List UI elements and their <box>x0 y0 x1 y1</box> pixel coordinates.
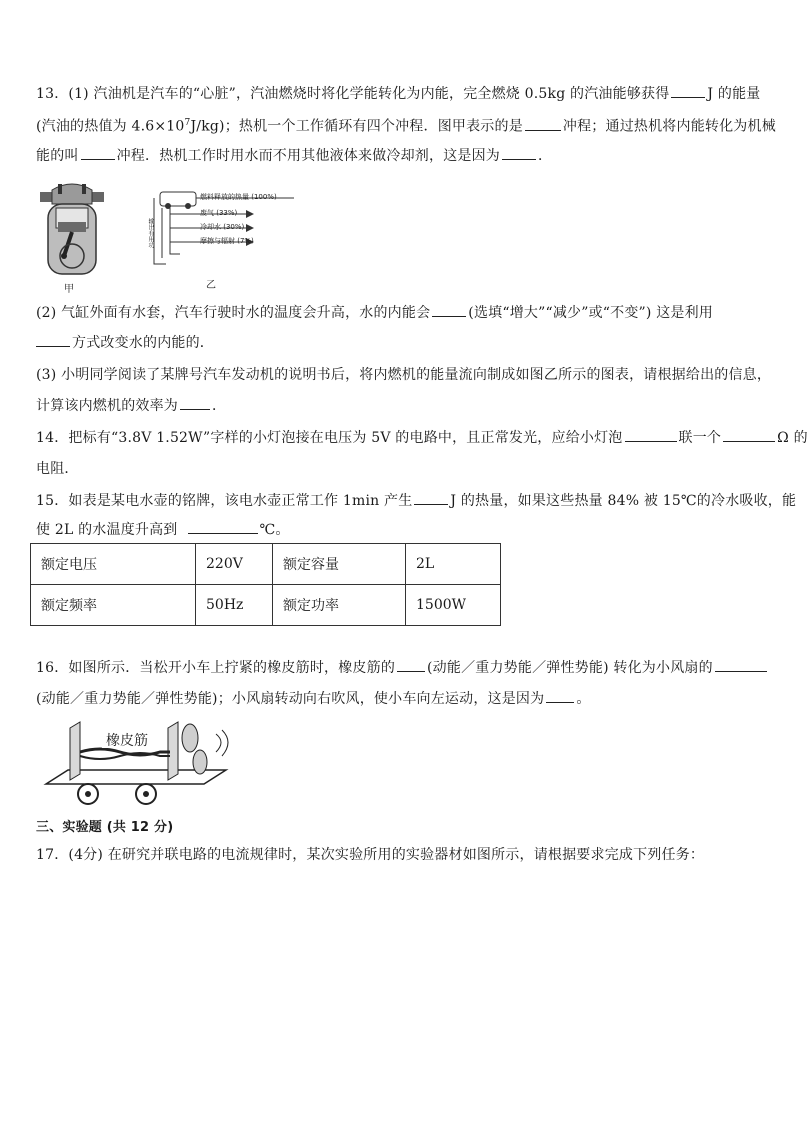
q13-text: (3) 小明同学阅读了某牌号汽车发动机的说明书后，将内燃机的能量流向制成如图乙所示的图表，请根据给出的信息， <box>36 367 772 383</box>
q13-part3-line-1 <box>36 365 771 385</box>
table-cell: 50Hz <box>196 585 273 626</box>
q13-part3-line-2 <box>36 395 226 416</box>
energy-item-friction: 摩擦与辐射 (7%) <box>200 237 254 245</box>
answer-blank[interactable] <box>180 395 210 410</box>
answer-blank[interactable] <box>188 519 258 534</box>
rubber-band-label: 橡皮筋 <box>106 733 148 749</box>
kettle-nameplate-table <box>30 543 501 626</box>
q16-text: 。 <box>576 691 591 707</box>
energy-flow-figure <box>146 188 296 291</box>
answer-blank[interactable] <box>723 427 775 442</box>
engine-cylinder-figure <box>34 182 110 295</box>
answer-blank[interactable] <box>414 490 448 505</box>
q13-text: (2) 气缸外面有水套，汽车行驶时水的温度会升高，水的内能会 <box>36 305 431 321</box>
q17-line-1 <box>36 845 704 865</box>
table-cell: 额定频率 <box>31 585 196 626</box>
q13-text: ． <box>538 148 553 164</box>
useful-work-label: 输出有用功 <box>147 218 154 248</box>
table-cell: 额定功率 <box>273 585 406 626</box>
answer-blank[interactable] <box>625 427 677 442</box>
q13-text: J/kg)；热机一个工作循环有四个冲程．图甲表示的是 <box>190 118 523 135</box>
q15-text: ℃。 <box>259 522 290 538</box>
q14-text: 联一个 <box>678 430 722 446</box>
q13-text: 计算该内燃机的效率为 <box>36 398 178 414</box>
q13-text: J 的能量 <box>707 86 761 102</box>
energy-item-cooling: 冷却水 (30%) <box>200 223 245 231</box>
answer-blank[interactable] <box>715 657 767 672</box>
q16-text: 16．如图所示．当松开小车上拧紧的橡皮筋时，橡皮筋的 <box>36 660 396 676</box>
answer-blank[interactable] <box>525 116 561 131</box>
q14-text: 14．把标有“3.8V 1.52W”字样的小灯泡接在电压为 5V 的电路中，且正常发光，应给小灯泡 <box>36 430 623 446</box>
table-cell: 2L <box>406 544 501 585</box>
answer-blank[interactable] <box>671 83 705 98</box>
table-row <box>31 585 501 626</box>
exponent: 7 <box>184 118 191 128</box>
rubber-band-car-figure <box>40 718 240 810</box>
section-heading: 三、实验题 (共 12 分) <box>36 820 174 835</box>
q13-text: 方式改变水的内能的． <box>72 335 214 351</box>
q14-text: 电阻． <box>36 461 79 477</box>
q13-text: 冲程．热机工作时用水而不用其他液体来做冷却剂，这是因为 <box>116 148 501 164</box>
q13-text: 冲程；通过热机将内能转化为机械 <box>562 118 776 135</box>
q16-text: (动能／重力势能／弹性势能) 转化为小风扇的 <box>427 660 713 676</box>
q16-text: (动能／重力势能／弹性势能)；小风扇转动向右吹风，使小车向左运动，这是因为 <box>36 691 545 707</box>
q17-text: 17．(4分) 在研究并联电路的电流规律时，某次实验所用的实验器材如图所示，请根据要求完成下列任务： <box>36 847 705 863</box>
table-row <box>31 544 501 585</box>
q13-line-1 <box>36 83 760 104</box>
q13-text: 能的叫 <box>36 148 79 164</box>
figure-a-label: 甲 <box>64 284 74 295</box>
table-cell: 1500W <box>406 585 501 626</box>
q14-text: Ω 的 <box>777 430 808 446</box>
answer-blank[interactable] <box>36 332 70 347</box>
q16-line-1 <box>36 657 769 678</box>
q13-text: ． <box>212 398 227 414</box>
q13-text: (汽油的热值为 4.6×10 <box>36 118 185 135</box>
answer-blank[interactable] <box>81 145 115 160</box>
q13-text: 13．(1) 汽油机是汽车的“心脏”，汽油燃烧时将化学能转化为内能，完全燃烧 0.5kg 的汽油能够获得 <box>36 86 670 102</box>
q13-line-3 <box>36 145 552 166</box>
table-cell: 额定电压 <box>31 544 196 585</box>
q13-part2-line-2 <box>36 332 214 353</box>
q13-line-2 <box>36 113 776 137</box>
q14-line-2 <box>36 459 79 479</box>
answer-blank[interactable] <box>432 302 466 317</box>
table-cell: 220V <box>196 544 273 585</box>
q15-text: 使 2L 的水温度升高到 <box>36 522 178 538</box>
energy-item-exhaust: 废气 (33%) <box>200 209 238 217</box>
q15-line-1 <box>36 490 796 511</box>
q13-text: (选填“增大”“减少”或“不变”) 这是利用 <box>468 305 713 321</box>
q13-part2-line-1 <box>36 302 713 323</box>
q15-text: 15．如表是某电水壶的铭牌，该电水壶正常工作 1min 产生 <box>36 493 413 509</box>
answer-blank[interactable] <box>502 145 536 160</box>
energy-total-label: 燃料释放的热量 (100%) <box>200 193 277 201</box>
answer-blank[interactable] <box>546 688 574 703</box>
answer-blank[interactable] <box>397 657 425 672</box>
table-cell: 额定容量 <box>273 544 406 585</box>
q16-line-2 <box>36 688 591 709</box>
engine-cylinder-diagram <box>34 182 110 282</box>
q15-text: J 的热量，如果这些热量 84% 被 15℃的冷水吸收，能 <box>450 493 797 509</box>
q15-line-2 <box>36 519 290 540</box>
figure-b-label: 乙 <box>206 280 216 291</box>
q14-line-1 <box>36 427 808 448</box>
